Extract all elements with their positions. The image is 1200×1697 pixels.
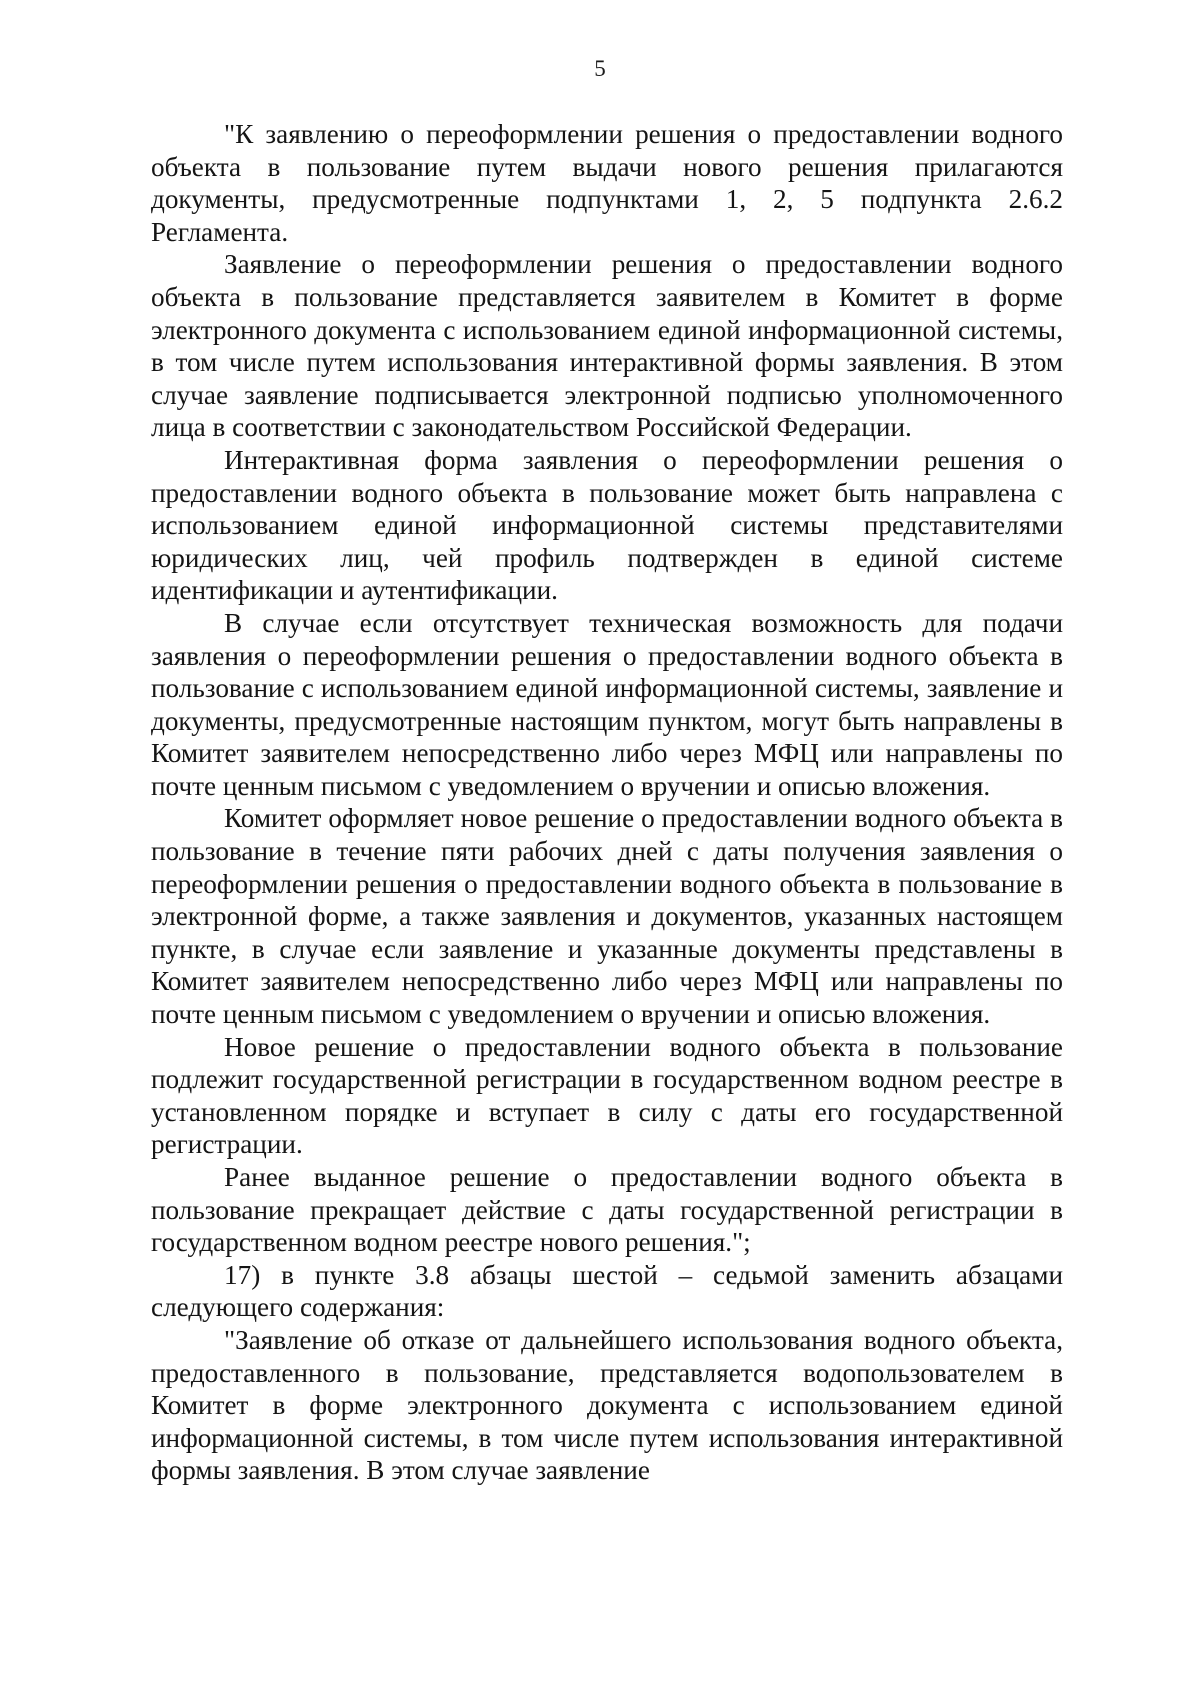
paragraph: В случае если отсутствует техническая возможность для подачи заявления о переоформлении решения о предоставлении водного объекта в пользование с использованием единой информационной системы, заявление и документы, предусмотренные настоящим пунктом, могут быть направлены в Комитет заявителем непосредственно либо через МФЦ или направлены по почте ценным письмом с уведомлением о вручении и описью вложения.	[151, 607, 1063, 801]
document-body	[151, 118, 1063, 1487]
paragraph: "К заявлению о переоформлении решения о предоставлении водного объекта в пользование путем выдачи нового решения прилагаются документы, предусмотренные подпунктами 1, 2, 5 подпункта 2.6.2 Регламента.	[151, 119, 1063, 247]
page-number: 5	[594, 56, 606, 81]
paragraph: 17) в пункте 3.8 абзацы шестой – седьмой заменить абзацами следующего содержания:	[151, 1259, 1063, 1323]
paragraph: Интерактивная форма заявления о переоформлении решения о предоставлении водного объекта в пользование может быть направлена с использованием единой информационной системы представителями юридических лиц, чей профиль подтвержден в единой системе идентификации и аутентификации.	[151, 444, 1063, 606]
paragraph: Комитет оформляет новое решение о предоставлении водного объекта в пользование в течение пяти рабочих дней с даты получения заявления о переоформлении решения о предоставлении водного объекта в пользование в электронной форме, а также заявления и документов, указанных настоящем пункте, в случае если заявление и указанные документы представлены в Комитет заявителем непосредственно либо через МФЦ или направлены по почте ценным письмом с уведомлением о вручении и описью вложения.	[151, 803, 1063, 1030]
paragraph: Заявление о переоформлении решения о предоставлении водного объекта в пользование представляется заявителем в Комитет в форме электронного документа с использованием единой информационной системы, в том числе путем использования интерактивной формы заявления. В этом случае заявление подписывается электронной подписью уполномоченного лица в соответствии с законодательством Российской Федерации.	[151, 249, 1063, 443]
paragraph: Новое решение о предоставлении водного объекта в пользование подлежит государственной регистрации в государственном водном реестре в установленном порядке и вступает в силу с даты его государственной регистрации.	[151, 1031, 1063, 1160]
paragraph-last: "Заявление об отказе от дальнейшего использования водного объекта, предоставленного в пользование, представляется водопользователем в Комитет в форме электронного документа с использованием единой информационной системы, в том числе путем использования интерактивной формы заявления. В этом случае заявление	[151, 1324, 1063, 1486]
paragraph: Ранее выданное решение о предоставлении водного объекта в пользование прекращает действие с даты государственной регистрации в государственном водном реестре нового решения.";	[151, 1162, 1063, 1258]
